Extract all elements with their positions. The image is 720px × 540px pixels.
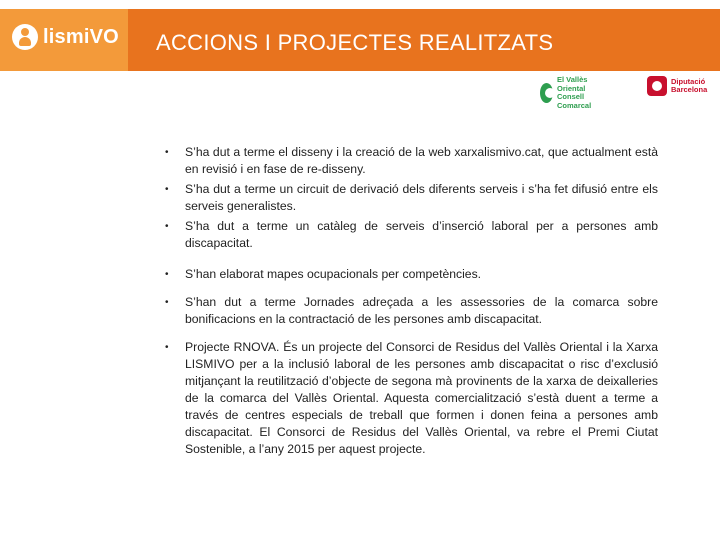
logo-text: lismiVO [43,26,119,48]
list-item [162,266,658,283]
bullet-icon: • [165,269,169,280]
list-item-text: S’ha dut a terme el disseny i la creació de la web xarxalismivo.cat, que actualment està en revisió i en fase de re-disseny. [185,145,658,176]
title-bar [0,9,720,71]
lismivo-logo [0,9,128,71]
bullet-list [162,144,658,458]
list-item-text: S’han elaborat mapes ocupacionals per competències. [185,267,482,281]
bullet-icon: • [165,184,169,195]
bullet-icon: • [165,147,169,158]
list-item [162,339,658,458]
partner-db-line2: Barcelona [671,85,708,94]
bullet-icon: • [165,342,169,353]
page-title: ACCIONS I PROJECTES REALITZATS [156,30,554,55]
list-item-text: S’han dut a terme Jornades adreçada a les assessories de la comarca sobre bonificacions en la contractació de les persones amb discapacitat. [185,295,658,326]
valles-oriental-logo [540,76,598,110]
diputacio-barcelona-logo [647,76,707,96]
partner-vo-line1: El Vallès Oriental [557,75,588,93]
list-item-text: Projecte RNOVA. És un projecte del Consorci de Residus del Vallès Oriental i la Xarxa LISMIVO per a la inclusió laboral de les persones amb discapacitat o risc d’exclusió mitjançant la reutilització d’objecte de segona mà provinents de la xarxa de deixalleries de la comarca del Vallès Oriental. Aquesta comercialització s’està duent a terme a través de centres especials de treball que formen i donen feina a persones amb discapacitat. El Consorci de Residus del Vallès Oriental, va rebre el Premi Ciutat Sostenible, a l’any 2015 per aquest projecte. [185,340,658,456]
header-band [128,9,720,71]
list-item [162,181,658,215]
bullet-icon: • [165,297,169,308]
list-item [162,294,658,328]
valles-oriental-icon [540,83,553,103]
list-item [162,144,658,178]
list-item-text: S’ha dut a terme un circuit de derivació dels diferents serveis i s’ha fet difusió entre els serveis generalistes. [185,182,658,213]
list-item-text: S’ha dut a terme un catàleg de serveis d’inserció laboral per a persones amb discapacitat. [185,219,658,250]
person-icon [12,24,38,50]
partner-vo-line2: Consell Comarcal [557,92,592,110]
bullet-icon: • [165,221,169,232]
diputacio-icon [647,76,667,96]
partner-db-line1: Diputació [671,76,706,86]
list-item [162,218,658,252]
